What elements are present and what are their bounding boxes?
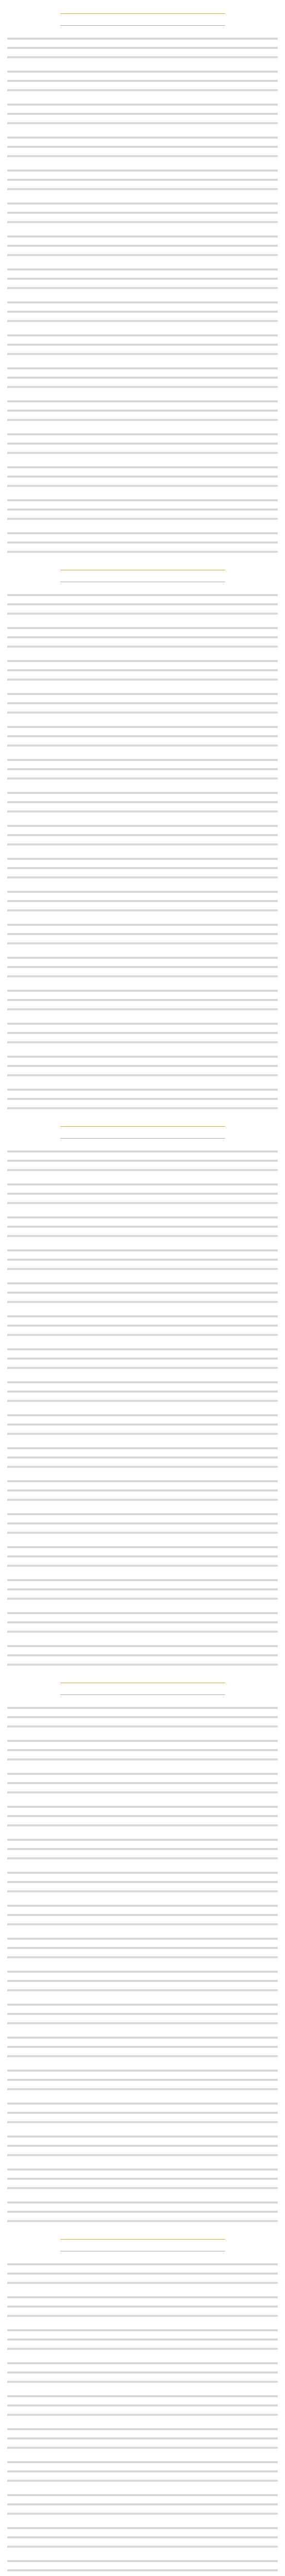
body-paragraph [7,1543,278,1570]
body-paragraph [7,1868,278,1896]
body-paragraph [7,887,278,915]
body-paragraph [7,953,278,981]
body-paragraph [7,34,278,62]
body-paragraph [7,331,278,359]
body-paragraph [7,2260,278,2287]
body-paragraph [7,1575,278,1603]
body-paragraph [7,920,278,948]
body-paragraph [7,986,278,1014]
body-paragraph [7,2490,278,2518]
body-paragraph [7,1703,278,1731]
body-paragraph [7,788,278,816]
body-paragraph [7,590,278,618]
body-paragraph [7,2425,278,2452]
body-paragraph [7,1802,278,1830]
body-paragraph [7,854,278,882]
body-paragraph [7,298,278,326]
body-paragraph [7,265,278,293]
body-paragraph [7,821,278,849]
body-paragraph [7,430,278,457]
body-paragraph [7,1444,278,1471]
body-paragraph [7,722,278,750]
body-paragraph [7,1279,278,1307]
body-paragraph [7,755,278,783]
body-paragraph [7,1213,278,1241]
body-paragraph [7,2165,278,2193]
body-paragraph [7,1019,278,1047]
body-paragraph [7,166,278,194]
body-paragraph [7,529,278,556]
document-section [7,2239,278,2576]
body-paragraph [7,2099,278,2127]
section-heading [60,1683,225,1695]
body-paragraph [7,1345,278,1372]
body-paragraph [7,2458,278,2485]
body-paragraph [7,2000,278,2028]
body-paragraph [7,1835,278,1863]
body-paragraph [7,1180,278,1208]
section-heading [60,2239,225,2251]
body-paragraph [7,623,278,651]
body-paragraph [7,1312,278,1340]
body-paragraph [7,1608,278,1636]
body-paragraph [7,2392,278,2419]
body-paragraph [7,2359,278,2386]
body-paragraph [7,1769,278,1797]
body-paragraph [7,1147,278,1175]
body-paragraph [7,1967,278,1995]
body-paragraph [7,463,278,490]
body-paragraph [7,364,278,392]
body-paragraph [7,689,278,717]
body-paragraph [7,67,278,95]
body-paragraph [7,2198,278,2226]
body-paragraph [7,232,278,260]
document-section [7,13,278,556]
body-paragraph [7,1641,278,1669]
body-paragraph [7,1411,278,1438]
document-section [7,1126,278,1669]
body-paragraph [7,1736,278,1764]
body-paragraph [7,133,278,161]
body-paragraph [7,100,278,128]
body-paragraph [7,1901,278,1929]
body-paragraph [7,2556,278,2576]
document-section [7,1683,278,2226]
body-paragraph [7,1510,278,1537]
section-heading [60,570,225,582]
body-paragraph [7,1477,278,1504]
body-paragraph [7,2523,278,2551]
body-paragraph [7,199,278,227]
body-paragraph [7,1378,278,1405]
section-heading [60,13,225,26]
body-paragraph [7,1085,278,1113]
document-section [7,570,278,1113]
body-paragraph [7,2033,278,2061]
body-paragraph [7,496,278,523]
body-paragraph [7,2066,278,2094]
body-paragraph [7,1052,278,1080]
body-paragraph [7,397,278,425]
body-paragraph [7,656,278,684]
body-paragraph [7,2326,278,2353]
body-paragraph [7,1246,278,1274]
section-heading [60,1126,225,1139]
body-paragraph [7,1934,278,1962]
body-paragraph [7,2293,278,2320]
body-paragraph [7,2132,278,2160]
